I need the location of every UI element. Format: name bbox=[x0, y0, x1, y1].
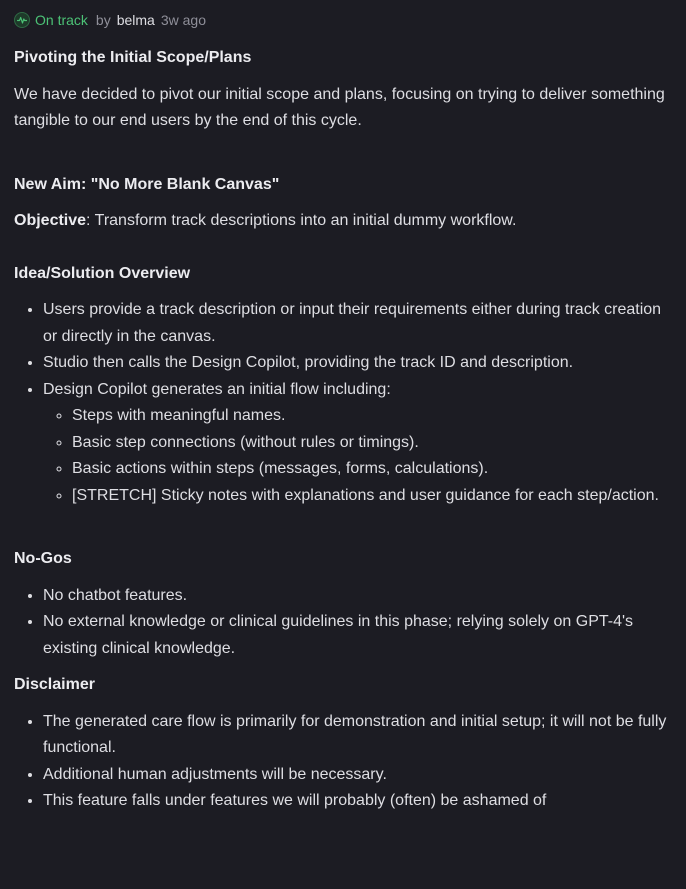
idea-list bbox=[14, 297, 678, 509]
list-item: • No chatbot features. bbox=[43, 583, 678, 610]
pivot-paragraph: We have decided to pivot our initial scope and plans, focusing on trying to deliver something tangible to our end users by the end of this cycle. bbox=[14, 85, 665, 129]
update-body bbox=[14, 45, 678, 815]
disclaimer-list bbox=[14, 709, 678, 815]
list-item: • Studio then calls the Design Copilot, providing the track ID and description. bbox=[43, 350, 678, 377]
sub-list-item: ◦ Basic step connections (without rules or timings). bbox=[72, 430, 678, 457]
section-title-disclaimer: Disclaimer bbox=[14, 676, 95, 693]
sub-list-item: ◦ Steps with meaningful names. bbox=[72, 403, 678, 430]
idea-sublist bbox=[43, 403, 678, 509]
author-name[interactable]: belma bbox=[116, 12, 155, 28]
objective-text: : Transform track descriptions into an initial dummy workflow. bbox=[86, 212, 517, 229]
objective-label: Objective bbox=[14, 212, 87, 229]
section-title-pivot: Pivoting the Initial Scope/Plans bbox=[14, 49, 252, 66]
list-item: • The generated care flow is primarily for demonstration and initial setup; it will not be fully functional. bbox=[43, 709, 678, 762]
section-title-new-aim: New Aim: "No More Blank Canvas" bbox=[14, 175, 280, 193]
list-item: • No external knowledge or clinical guidelines in this phase; relying solely on GPT-4's existing clinical knowledge. bbox=[43, 609, 678, 662]
no-gos-list bbox=[14, 583, 678, 663]
timestamp: 3w ago bbox=[160, 12, 206, 28]
status-badge[interactable]: On track bbox=[35, 12, 88, 28]
sub-list-item: ◦ [STRETCH] Sticky notes with explanations and user guidance for each step/action. bbox=[72, 483, 678, 510]
section-title-no-gos: No-Gos bbox=[14, 550, 72, 567]
list-item: • This feature falls under features we will probably (often) be ashamed of bbox=[43, 788, 678, 815]
by-label: by bbox=[95, 12, 111, 28]
list-item: • Users provide a track description or input their requirements either during track creation or directly in the canvas. bbox=[43, 297, 678, 350]
section-title-idea: Idea/Solution Overview bbox=[14, 264, 191, 282]
list-item-text: Design Copilot generates an initial flow including: bbox=[43, 380, 391, 398]
list-item bbox=[43, 377, 678, 510]
status-header bbox=[14, 10, 206, 30]
sub-list-item: ◦ Basic actions within steps (messages, forms, calculations). bbox=[72, 456, 678, 483]
list-item: • Additional human adjustments will be necessary. bbox=[43, 762, 678, 789]
objective-paragraph bbox=[14, 208, 678, 235]
on-track-pulse-icon bbox=[14, 12, 30, 28]
